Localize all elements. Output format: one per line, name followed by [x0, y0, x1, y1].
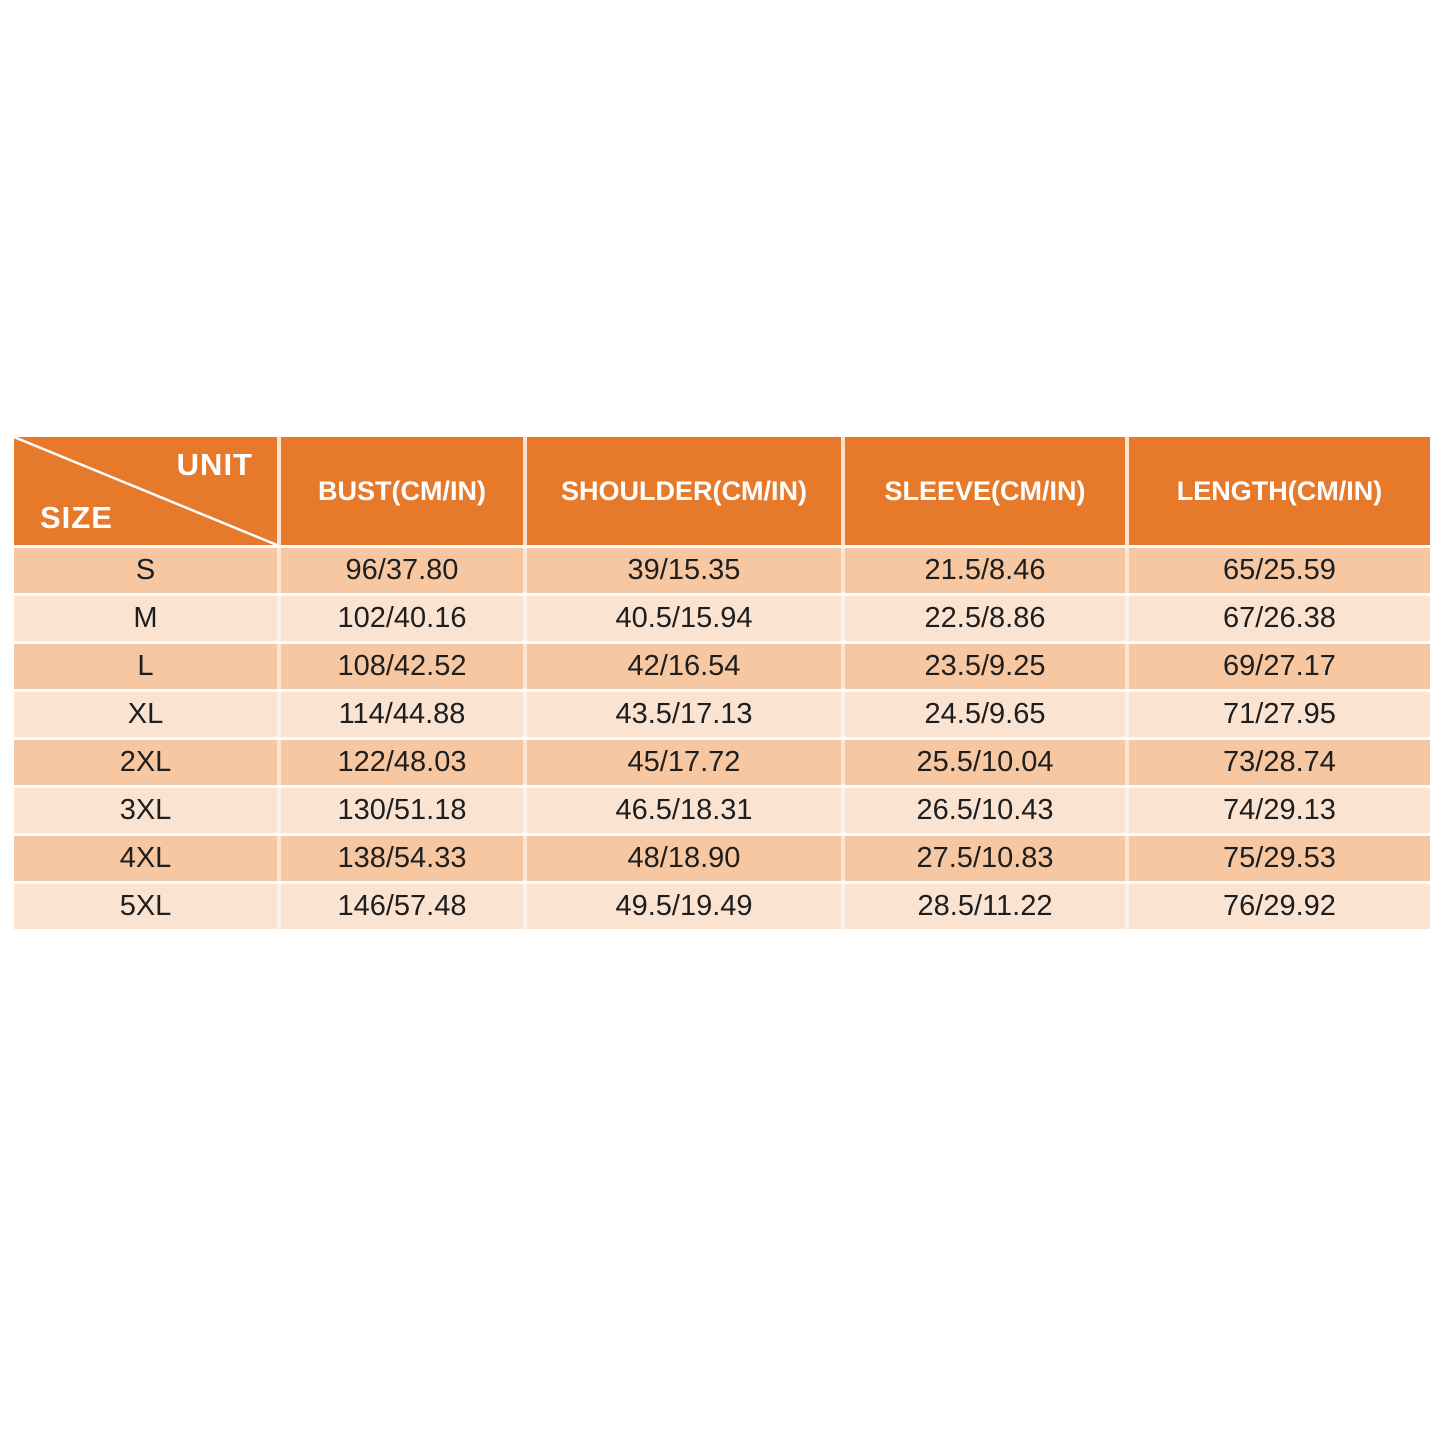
- sleeve-cell: 22.5/8.86: [841, 596, 1125, 641]
- size-cell: L: [14, 644, 277, 689]
- sleeve-cell: 25.5/10.04: [841, 740, 1125, 785]
- shoulder-cell: 40.5/15.94: [523, 596, 841, 641]
- shoulder-cell: 43.5/17.13: [523, 692, 841, 737]
- bust-cell: 122/48.03: [277, 740, 523, 785]
- table-row: [14, 644, 1430, 689]
- bust-cell: 146/57.48: [277, 884, 523, 929]
- sleeve-cell: 24.5/9.65: [841, 692, 1125, 737]
- size-cell: XL: [14, 692, 277, 737]
- corner-unit-label: UNIT: [176, 447, 253, 482]
- length-cell: 67/26.38: [1125, 596, 1430, 641]
- table-row: [14, 692, 1430, 737]
- bust-cell: 108/42.52: [277, 644, 523, 689]
- table-row: [14, 740, 1430, 785]
- column-header-sleeve: SLEEVE(CM/IN): [841, 437, 1125, 545]
- sleeve-cell: 27.5/10.83: [841, 836, 1125, 881]
- bust-cell: 102/40.16: [277, 596, 523, 641]
- shoulder-cell: 45/17.72: [523, 740, 841, 785]
- sleeve-cell: 26.5/10.43: [841, 788, 1125, 833]
- column-header-shoulder: SHOULDER(CM/IN): [523, 437, 841, 545]
- size-chart-table: [14, 437, 1430, 932]
- length-cell: 69/27.17: [1125, 644, 1430, 689]
- table-header-row: [14, 437, 1430, 545]
- bust-cell: 138/54.33: [277, 836, 523, 881]
- length-cell: 74/29.13: [1125, 788, 1430, 833]
- column-header-bust: BUST(CM/IN): [277, 437, 523, 545]
- table-row: [14, 884, 1430, 929]
- bust-cell: 96/37.80: [277, 548, 523, 593]
- shoulder-cell: 39/15.35: [523, 548, 841, 593]
- length-cell: 76/29.92: [1125, 884, 1430, 929]
- size-cell: M: [14, 596, 277, 641]
- shoulder-cell: 42/16.54: [523, 644, 841, 689]
- table-row: [14, 548, 1430, 593]
- table-row: [14, 596, 1430, 641]
- sleeve-cell: 23.5/9.25: [841, 644, 1125, 689]
- bust-cell: 130/51.18: [277, 788, 523, 833]
- size-cell: 5XL: [14, 884, 277, 929]
- sleeve-cell: 28.5/11.22: [841, 884, 1125, 929]
- size-cell: S: [14, 548, 277, 593]
- size-cell: 3XL: [14, 788, 277, 833]
- sleeve-cell: 21.5/8.46: [841, 548, 1125, 593]
- length-cell: 75/29.53: [1125, 836, 1430, 881]
- shoulder-cell: 46.5/18.31: [523, 788, 841, 833]
- length-cell: 71/27.95: [1125, 692, 1430, 737]
- corner-cell-unit-size: [14, 437, 277, 545]
- column-header-length: LENGTH(CM/IN): [1125, 437, 1430, 545]
- shoulder-cell: 48/18.90: [523, 836, 841, 881]
- shoulder-cell: 49.5/19.49: [523, 884, 841, 929]
- length-cell: 65/25.59: [1125, 548, 1430, 593]
- table-row: [14, 836, 1430, 881]
- bust-cell: 114/44.88: [277, 692, 523, 737]
- size-cell: 4XL: [14, 836, 277, 881]
- corner-size-label: SIZE: [40, 500, 113, 535]
- size-cell: 2XL: [14, 740, 277, 785]
- length-cell: 73/28.74: [1125, 740, 1430, 785]
- table-row: [14, 788, 1430, 833]
